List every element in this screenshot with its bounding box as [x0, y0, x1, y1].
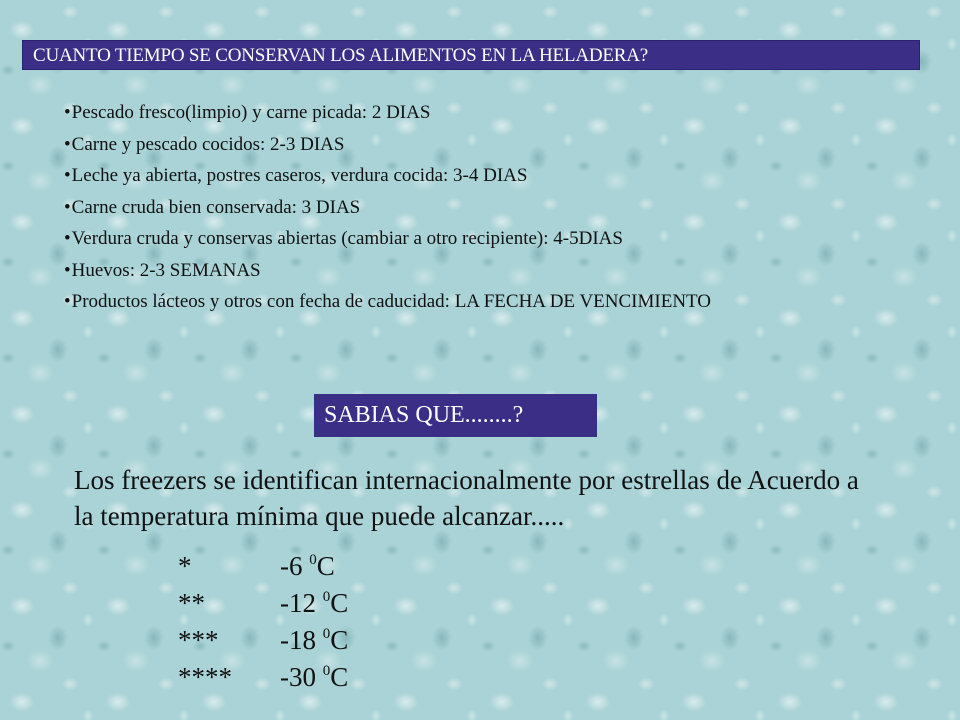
title-bar — [22, 40, 920, 70]
sabias-que-box — [314, 394, 597, 437]
list-item — [64, 160, 884, 192]
degree-mark: 0 — [322, 626, 331, 642]
temperature-value: -6 $^0$C — [280, 551, 335, 581]
list-item — [64, 286, 884, 318]
temperature-value: -18 $^0$C — [280, 625, 349, 655]
bullet-icon: • — [64, 102, 71, 123]
bullet-icon: • — [64, 259, 71, 281]
temperature-value: -30 $^0$C — [280, 662, 349, 692]
bullet-icon: • — [64, 133, 71, 155]
rating-row — [178, 548, 348, 585]
rating-row — [178, 622, 348, 659]
list-item-text: Productos lácteos y otros con fecha de caducidad: LA FECHA DE VENCIMIENTO — [71, 291, 712, 312]
star-rating: *** — [178, 625, 219, 655]
list-item — [64, 97, 884, 129]
list-item-text: Pescado fresco(limpio) y carne picada: 2 DIAS — [71, 102, 431, 123]
storage-list — [64, 97, 884, 318]
list-item — [64, 223, 884, 255]
sabias-que-heading: SABIAS QUE........? — [324, 402, 524, 428]
degree-mark: 0 — [322, 589, 331, 605]
list-item-text: Carne y pescado cocidos: 2-3 DIAS — [71, 133, 345, 155]
degree-mark: 0 — [322, 663, 331, 679]
page-title: CUANTO TIEMPO SE CONSERVAN LOS ALIMENTOS EN LA HELADERA? — [33, 45, 649, 66]
star-rating: ** — [178, 588, 205, 618]
bullet-icon: • — [64, 228, 71, 249]
list-item-text: Verdura cruda y conservas abiertas (cambiar a otro recipiente): 4-5DIAS — [71, 228, 623, 249]
temperature-value: -12 $^0$C — [280, 588, 349, 618]
freezer-intro: Los freezers se identifican internacionalmente por estrellas de Acuerdo a la temperatura mínima que puede alcanzar..... — [74, 465, 859, 531]
bullet-icon: • — [64, 165, 71, 186]
list-item — [64, 129, 884, 161]
list-item-text: Carne cruda bien conservada: 3 DIAS — [71, 196, 361, 218]
degree-mark: 0 — [309, 552, 317, 568]
list-item — [64, 192, 884, 224]
list-item-text: Leche ya abierta, postres caseros, verdura cocida: 3-4 DIAS — [71, 165, 528, 186]
list-item-text: Huevos: 2-3 SEMANAS — [71, 259, 261, 281]
bullet-icon: • — [64, 196, 71, 218]
bullet-icon: • — [64, 291, 71, 312]
freezer-rating-table — [178, 548, 348, 696]
rating-row — [178, 585, 348, 622]
star-rating: * — [178, 551, 192, 581]
rating-row — [178, 659, 348, 696]
list-item — [64, 255, 884, 287]
star-rating: **** — [178, 662, 232, 692]
